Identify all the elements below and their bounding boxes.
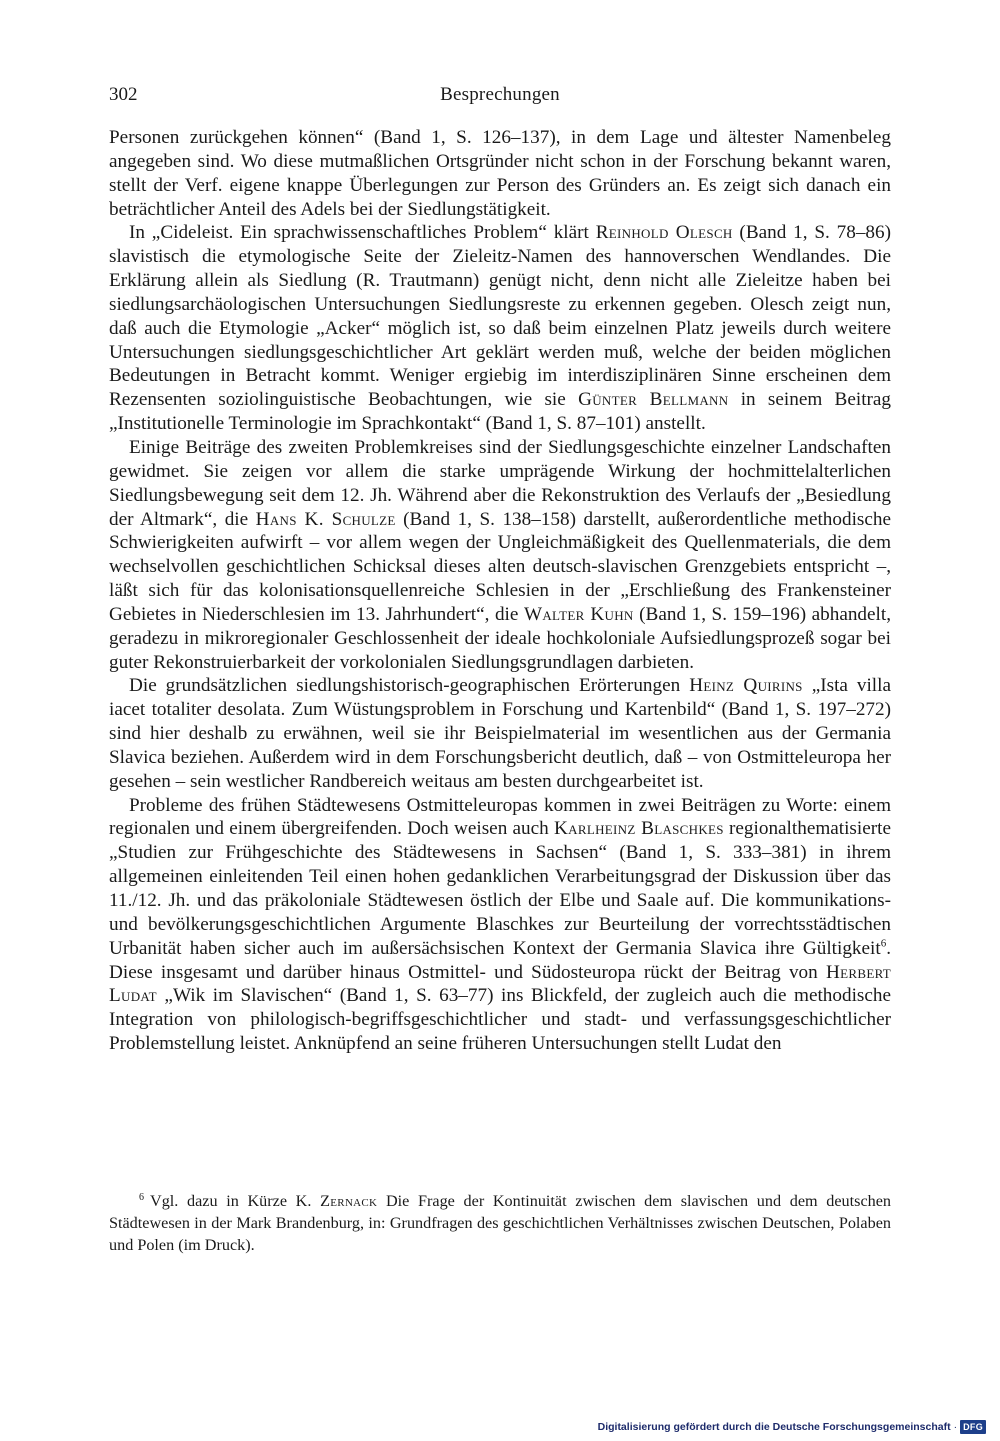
text-run: Einige Beiträge des zweiten Problemkreises sind der Siedlungsgeschichte einzelner Landschaften gewidmet. Sie zeigen vor allem die starke umprägende Wirkung der hochmittelalterlichen Siedlungsbewegung seit dem 12. Jh. Während aber die Rekonstruktion des Verlaufs der „Besiedlung der Altmark“, die: [109, 436, 891, 530]
page-number: 302: [109, 84, 138, 105]
text-run: „Ista villa iacet totaliter desolata. Zum Wüstungsproblem in Forschung und Kartenbild“ (Band 1, S. 197–272) sind hier deshalb zu erwähnen, weil sie ihr Beispielmaterial im wesentlichen aus der Germania Slavica beziehen. Außerdem wird in dem Forschungsbericht deutlich, daß – von Ostmitteleuropa her gesehen – sein westlicher Randbereich weitaus am besten durchgearbeitet ist.: [109, 675, 891, 792]
paragraph: [109, 674, 891, 793]
text-run: Die Frage der Kontinuität zwischen dem slavischen und dem deutschen Städtewesen in der Mark Brandenburg, in: Grundfragen des geschichtlichen Verhältnisses zwischen Deutschen, Polaben und Polen (im Druck).: [109, 1192, 891, 1254]
dfg-logo-icon: DFG: [960, 1420, 986, 1434]
text-run: in seinem Beitrag „Institutionelle Terminologie im Sprachkontakt“ (Band 1, S. 87–101) anstellt.: [109, 389, 892, 435]
funding-note: [598, 1418, 986, 1436]
text-run: Personen zurückgehen können“ (Band 1, S. 126–137), in dem Lage und ältester Namenbeleg angegeben sind. Wo diese mutmaßlichen Ortsgründer nicht schon in der Forschung bekannt waren, stellt der Verf. eigene knappe Überlegungen zur Person des Gründers an. Es zeigt sich danach ein beträchtlicher Anteil des Adels bei der Siedlungstätigkeit.: [109, 127, 891, 220]
footnote: [109, 1190, 891, 1256]
author-name: Hans K. Schulze: [255, 508, 396, 530]
author-name: Karlheinz Blaschkes: [554, 818, 724, 840]
text-run: . Diese insgesamt und darüber hinaus Ostmittel- und Südosteuropa rückt der Beitrag von: [109, 937, 891, 983]
text-run: „Wik im Slavischen“ (Band 1, S. 63–77) ins Blickfeld, der zugleich auch die methodische Integration von philologisch-begriffsgeschichtlicher und stadt- und verfassungsgeschichtlicher Problemstellung leistet. Anknüpfend an seine früheren Untersuchungen stellt Ludat den: [109, 985, 891, 1055]
text-run: In „Cideleist. Ein sprachwissenschaftliches Problem“ klärt: [129, 222, 596, 244]
funding-note-text: Digitalisierung gefördert durch die Deutsche Forschungsgemeinschaft: [597, 1421, 951, 1433]
running-head: Besprechungen: [440, 84, 560, 105]
author-name: Herbert Ludat: [109, 961, 891, 1007]
body-text: [109, 126, 891, 1056]
text-run: (Band 1, S. 138–158) darstellt, außerordentliche methodische Schwierigkeiten aufwirft – vor allem wegen der Ungleichmäßigkeit des Quellenmaterials, die dem wechselvollen geschichtlichen Schicksal dieses alten deutsch-slavischen Grenzgebiets entspricht –, läßt sich für das kolonisationsquellenreiche Schlesien in der „Erschließung des Frankensteiner Gebietes in Niederschlesien im 13. Jahrhundert“, die: [109, 508, 892, 625]
text-run: Vgl. dazu in Kürze K.: [150, 1192, 321, 1210]
text-run: Probleme des frühen Städtewesens Ostmitteleuropas kommen in zwei Beiträgen zu Worte: einem regionalen und einem übergreifenden. Doch weisen auch: [109, 794, 891, 840]
text-run: Die grundsätzlichen siedlungshistorisch-geographischen Erörterungen: [129, 675, 690, 697]
footnote-reference: 6: [880, 937, 887, 950]
page-header: [109, 84, 891, 110]
author-name: Zernack: [320, 1192, 378, 1210]
text-run: (Band 1, S. 78–86) slavistisch die etymologische Seite der Zieleitz-Namen des hannoverschen Wendlandes. Die Erklärung allein als Siedlung (R. Trautmann) genügt nicht, denn nicht alle Zieleitze haben bei siedlungsarchäologischen Untersuchungen Siedlungsreste zu erkennen gegeben. Olesch zeigt nun, daß auch die Etymologie „Acker“ möglich ist, so daß beim einzelnen Platz jeweils durch weitere Untersuchungen siedlungsgeschichtlicher Art geklärt werden muß, welche der beiden möglichen Bedeutungen in Betracht kommt. Weniger ergiebig im interdisziplinären Sinne erscheinen dem Rezensenten soziolinguistische Beobachtungen, wie sie: [109, 222, 892, 411]
footnotes: [109, 1190, 891, 1256]
author-name: Heinz Quirins: [689, 675, 803, 697]
text-run: regionalthematisierte „Studien zur Frühgeschichte des Städtewesens in Sachsen“ (Band 1, S. 333–381) in ihrem allgemeinen einleitenden Teil einen hohen gedanklichen Verarbeitungsgrad der Diskussion über das 11./12. Jh. und das präkoloniale Städtewesen östlich der Elbe und Saale auf. Die kommunikations- und bevölkerungsgeschichtlichen Argumente Blaschkes zur Beurteilung der vorrechtsstädtischen Urbanität haben sicher auch im außersächsischen Kontext der Germania Slavica ihre Gültigkeit: [109, 818, 891, 959]
author-name: Reinhold Olesch: [595, 222, 733, 244]
paragraph: [109, 794, 891, 1056]
text-run: (Band 1, S. 159–196) abhandelt, geradezu in mikroregionaler Geschlossenheit der ideale hochkoloniale Aufsiedlungsprozeß sogar bei guter Rekonstruierbarkeit der vorkolonialen Siedlungsgrundlagen darbieten.: [109, 603, 892, 673]
paragraph: [109, 126, 891, 221]
funding-note-separator: ·: [953, 1421, 958, 1433]
paragraph: [109, 436, 891, 674]
author-name: Günter Bellmann: [578, 389, 729, 411]
paragraph: [109, 221, 891, 436]
footnote-mark: 6: [139, 1191, 144, 1203]
author-name: Walter Kuhn: [523, 603, 634, 625]
